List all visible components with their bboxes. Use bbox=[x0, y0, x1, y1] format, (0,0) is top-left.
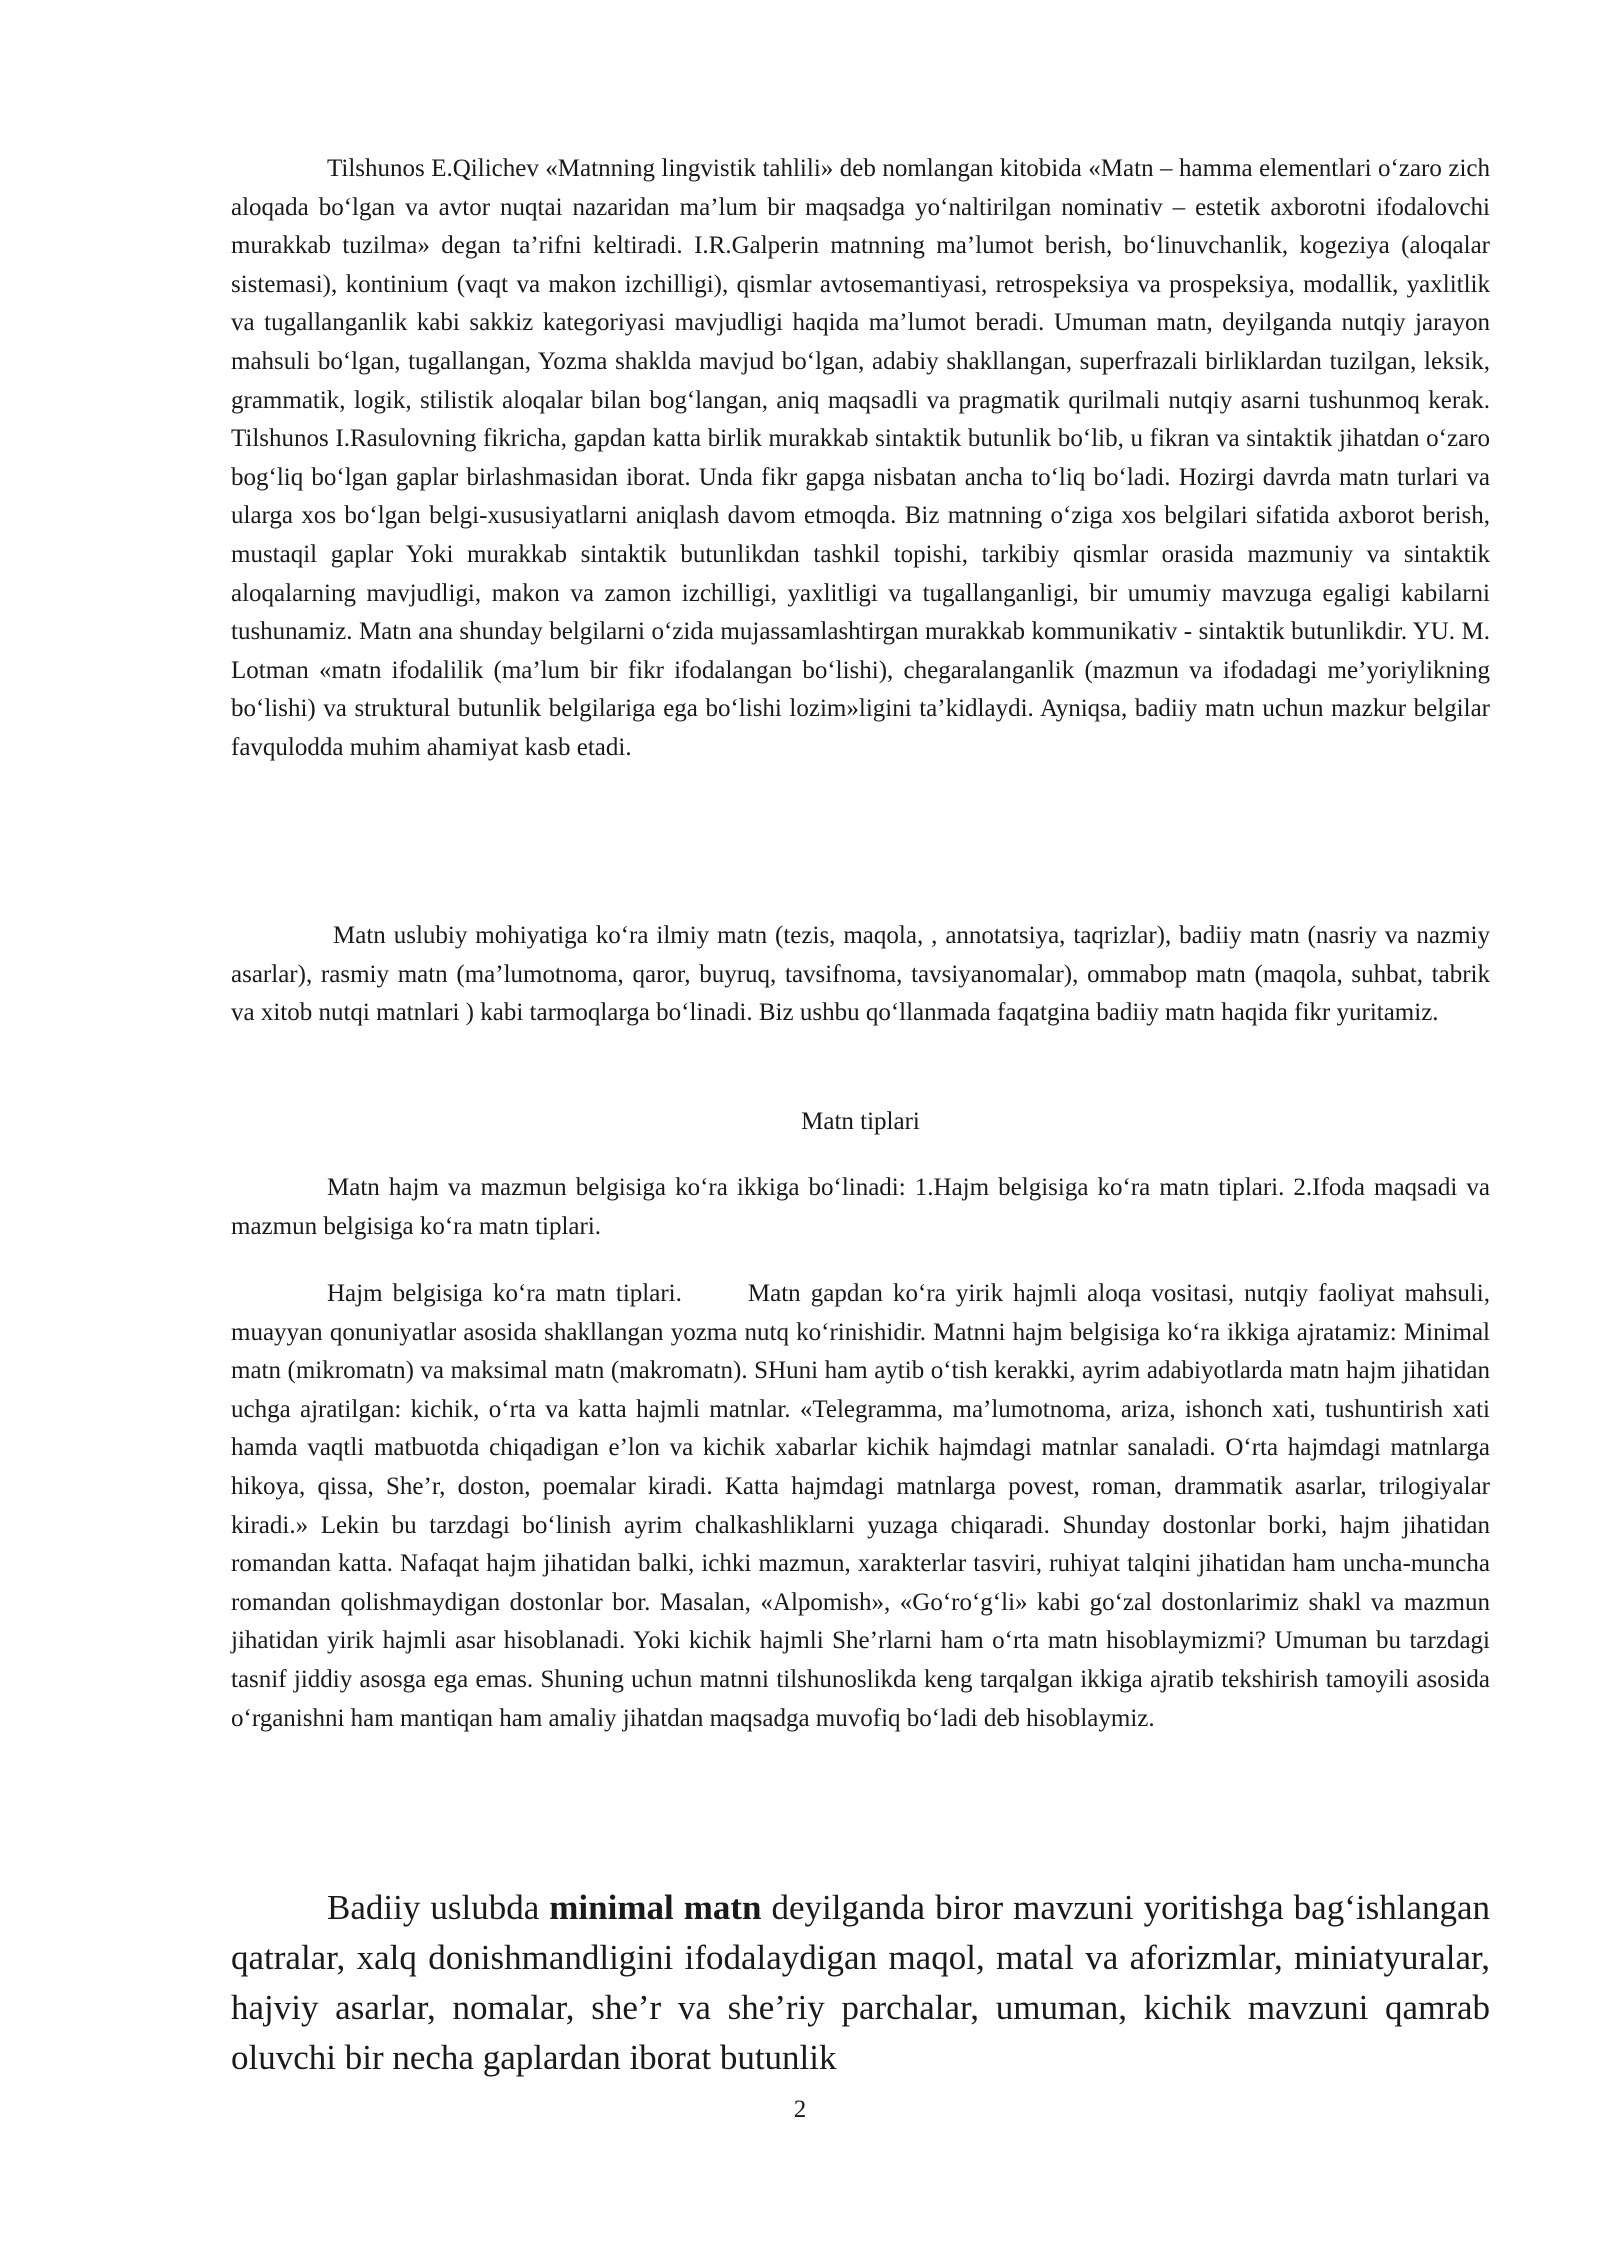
page-number: 2 bbox=[793, 2096, 807, 2123]
paragraph-minimal-matn bbox=[231, 1883, 1490, 2083]
paragraph-matn-styles: Matn uslubiy mohiyatiga ko‘ra ilmiy matn (tezis, maqola, , annotatsiya, taqrizlar), badiiy matn (nasriy va nazmiy asarlar), rasmiy matn (ma’lumotnoma, qaror, buyruq, tavsifnoma, tavsiyanomalar), ommabop matn (maqola, suhbat, tabrik va xitob nutqi matnlari ) kabi tarmoqlarga bo‘linadi. Biz ushbu qo‘llanmada faqatgina badiiy matn haqida fikr yuritamiz. bbox=[231, 922, 1490, 1027]
paragraph-start: Badiiy uslubda bbox=[327, 1888, 550, 1927]
section-heading: Matn tiplari bbox=[801, 1108, 920, 1135]
paragraph-volume-types bbox=[231, 1275, 1490, 1738]
paragraph-matn-definitions: Tilshunos E.Qilichev «Matnning lingvistik tahlili» deb nomlangan kitobida «Matn – hamma elementlari o‘zaro zich aloqada bo‘lgan va avtor nuqtai nazaridan ma’lum bir maqsadga yo‘naltirilgan nominativ – estetik axborotni ifodalovchi murakkab tuzilma» degan ta’rifni keltiradi. I.R.Galperin matnning ma’lumot berish, bo‘linuvchanlik, kogeziya (aloqalar sistemasi), kontinium (vaqt va makon izchilligi), qismlar avtosemantiyasi, retrospeksiya va prospeksiya, modallik, yaxlitlik va tugallanganlik kabi sakkiz kategoriyasi mavjudligi haqida ma’lumot beradi. Umuman matn, deyilganda nutqiy jarayon mahsuli bo‘lgan, tugallangan, Yozma shaklda mavjud bo‘lgan, adabiy shakllangan, superfrazali birliklardan tuzilgan, leksik, grammatik, logik, stilistik aloqalar bilan bog‘langan, aniq maqsadli va pragmatik qurilmali nutqiy asarni tushunmoq kerak. Tilshunos I.Rasulovning fikricha, gapdan katta birlik murakkab sintaktik butunlik bo‘lib, u fikran va sintaktik jihatdan o‘zaro bog‘liq bo‘lgan gaplar birlashmasidan iborat. Unda fikr gapga nisbatan ancha to‘liq bo‘ladi. Hozirgi davrda matn turlari va ularga xos bo‘lgan belgi-xususiyatlarni aniqlash davom etmoqda. Biz matnning o‘ziga xos belgilari sifatida axborot berish, mustaqil gaplar Yoki murakkab sintaktik butunlikdan tashkil topishi, tarkibiy qismlar orasida mazmuniy va sintaktik aloqalarning mavjudligi, makon va zamon izchilligi, yaxlitligi va tugallanganligi, bir umumiy mavzuga egaligi kabilarni tushunamiz. Matn ana shunday belgilarni o‘zida mujassamlashtirgan murakkab kommunikativ - sintaktik butunlikdir. YU. M. Lotman «matn ifodalilik (ma’lum bir fikr ifodalangan bo‘lishi), chegaralanganlik (mazmun va ifodadagi me’yoriylikning bo‘lishi) va struktural butunlik belgilariga ega bo‘lishi lozim»ligini ta’kidlaydi. Ayniqsa, badiiy matn uchun mazkur belgilar favqulodda muhim ahamiyat kasb etadi. bbox=[231, 155, 1490, 761]
paragraph-continuation: deyilganda biror mavzuni yoritishga bag‘ishlangan qatralar, xalq donishmandligini ifodalaydigan maqol, matal va aforizmlar, miniatyuralar, hajviy asarlar, nomalar, she’r va she’riy parchalar, umuman, kichik mavzuni qamrab oluvchi bir necha gaplardan iborat butunlik bbox=[231, 1888, 1490, 2077]
paragraph-body: Matn gapdan ko‘ra yirik hajmli aloqa vositasi, nutqiy faoliyat mahsuli, muayyan qonuniyatlar asosida shakllangan yozma nutq ko‘rinishidir. Matnni hajm belgisiga ko‘ra ikkiga ajratamiz: Minimal matn (mikromatn) va maksimal matn (makromatn). SHuni ham aytib o‘tish kerakki, ayrim adabiyotlarda matn hajm jihatidan uchga ajratilgan: kichik, o‘rta va katta hajmli matnlar. «Telegramma, ma’lumotnoma, ariza, ishonch xati, tushuntirish xati hamda vaqtli matbuotda chiqadigan e’lon va kichik xabarlar kichik hajmdagi matnlar sanaladi. O‘rta hajmdagi matnlarga hikoya, qissa, She’r, doston, poemalar kiradi. Katta hajmdagi matnlarga povest, roman, drammatik asarlar, trilogiyalar kiradi.» Lekin bu tarzdagi bo‘linish ayrim chalkashliklarni yuzaga chiqaradi. Shunday dostonlar borki, hajm jihatidan romandan katta. Nafaqat hajm jihatidan balki, ichki mazmun, xarakterlar tasviri, ruhiyat talqini jihatidan ham uncha-muncha romandan qolishmaydigan dostonlar bor. Masalan, «Alpomish», «Go‘ro‘g‘li» kabi go‘zal dostonlarimiz shakl va mazmun jihatidan yirik hajmli asar hisoblanadi. Yoki kichik hajmli She’rlarni ham o‘rta matn hisoblaymizmi? Umuman bu tarzdagi tasnif jiddiy asosga ega emas. Shuning uchun matnni tilshunoslikda keng tarqalgan ikkiga ajratib tekshirish tamoyili asosida o‘rganishni ham mantiqan ham amaliy jihatdan maqsadga muvofiq bo‘ladi deb hisoblaymiz. bbox=[231, 1280, 1490, 1732]
paragraph-lead-phrase: Hajm belgisiga ko‘ra matn tiplari. bbox=[327, 1280, 682, 1307]
bold-term: minimal matn bbox=[549, 1888, 762, 1927]
paragraph-matn-division: Matn hajm va mazmun belgisiga ko‘ra ikkiga bo‘linadi: 1.Hajm belgisiga ko‘ra matn tiplari. 2.Ifoda maqsadi va mazmun belgisiga ko‘ra matn tiplari. bbox=[231, 1174, 1490, 1240]
